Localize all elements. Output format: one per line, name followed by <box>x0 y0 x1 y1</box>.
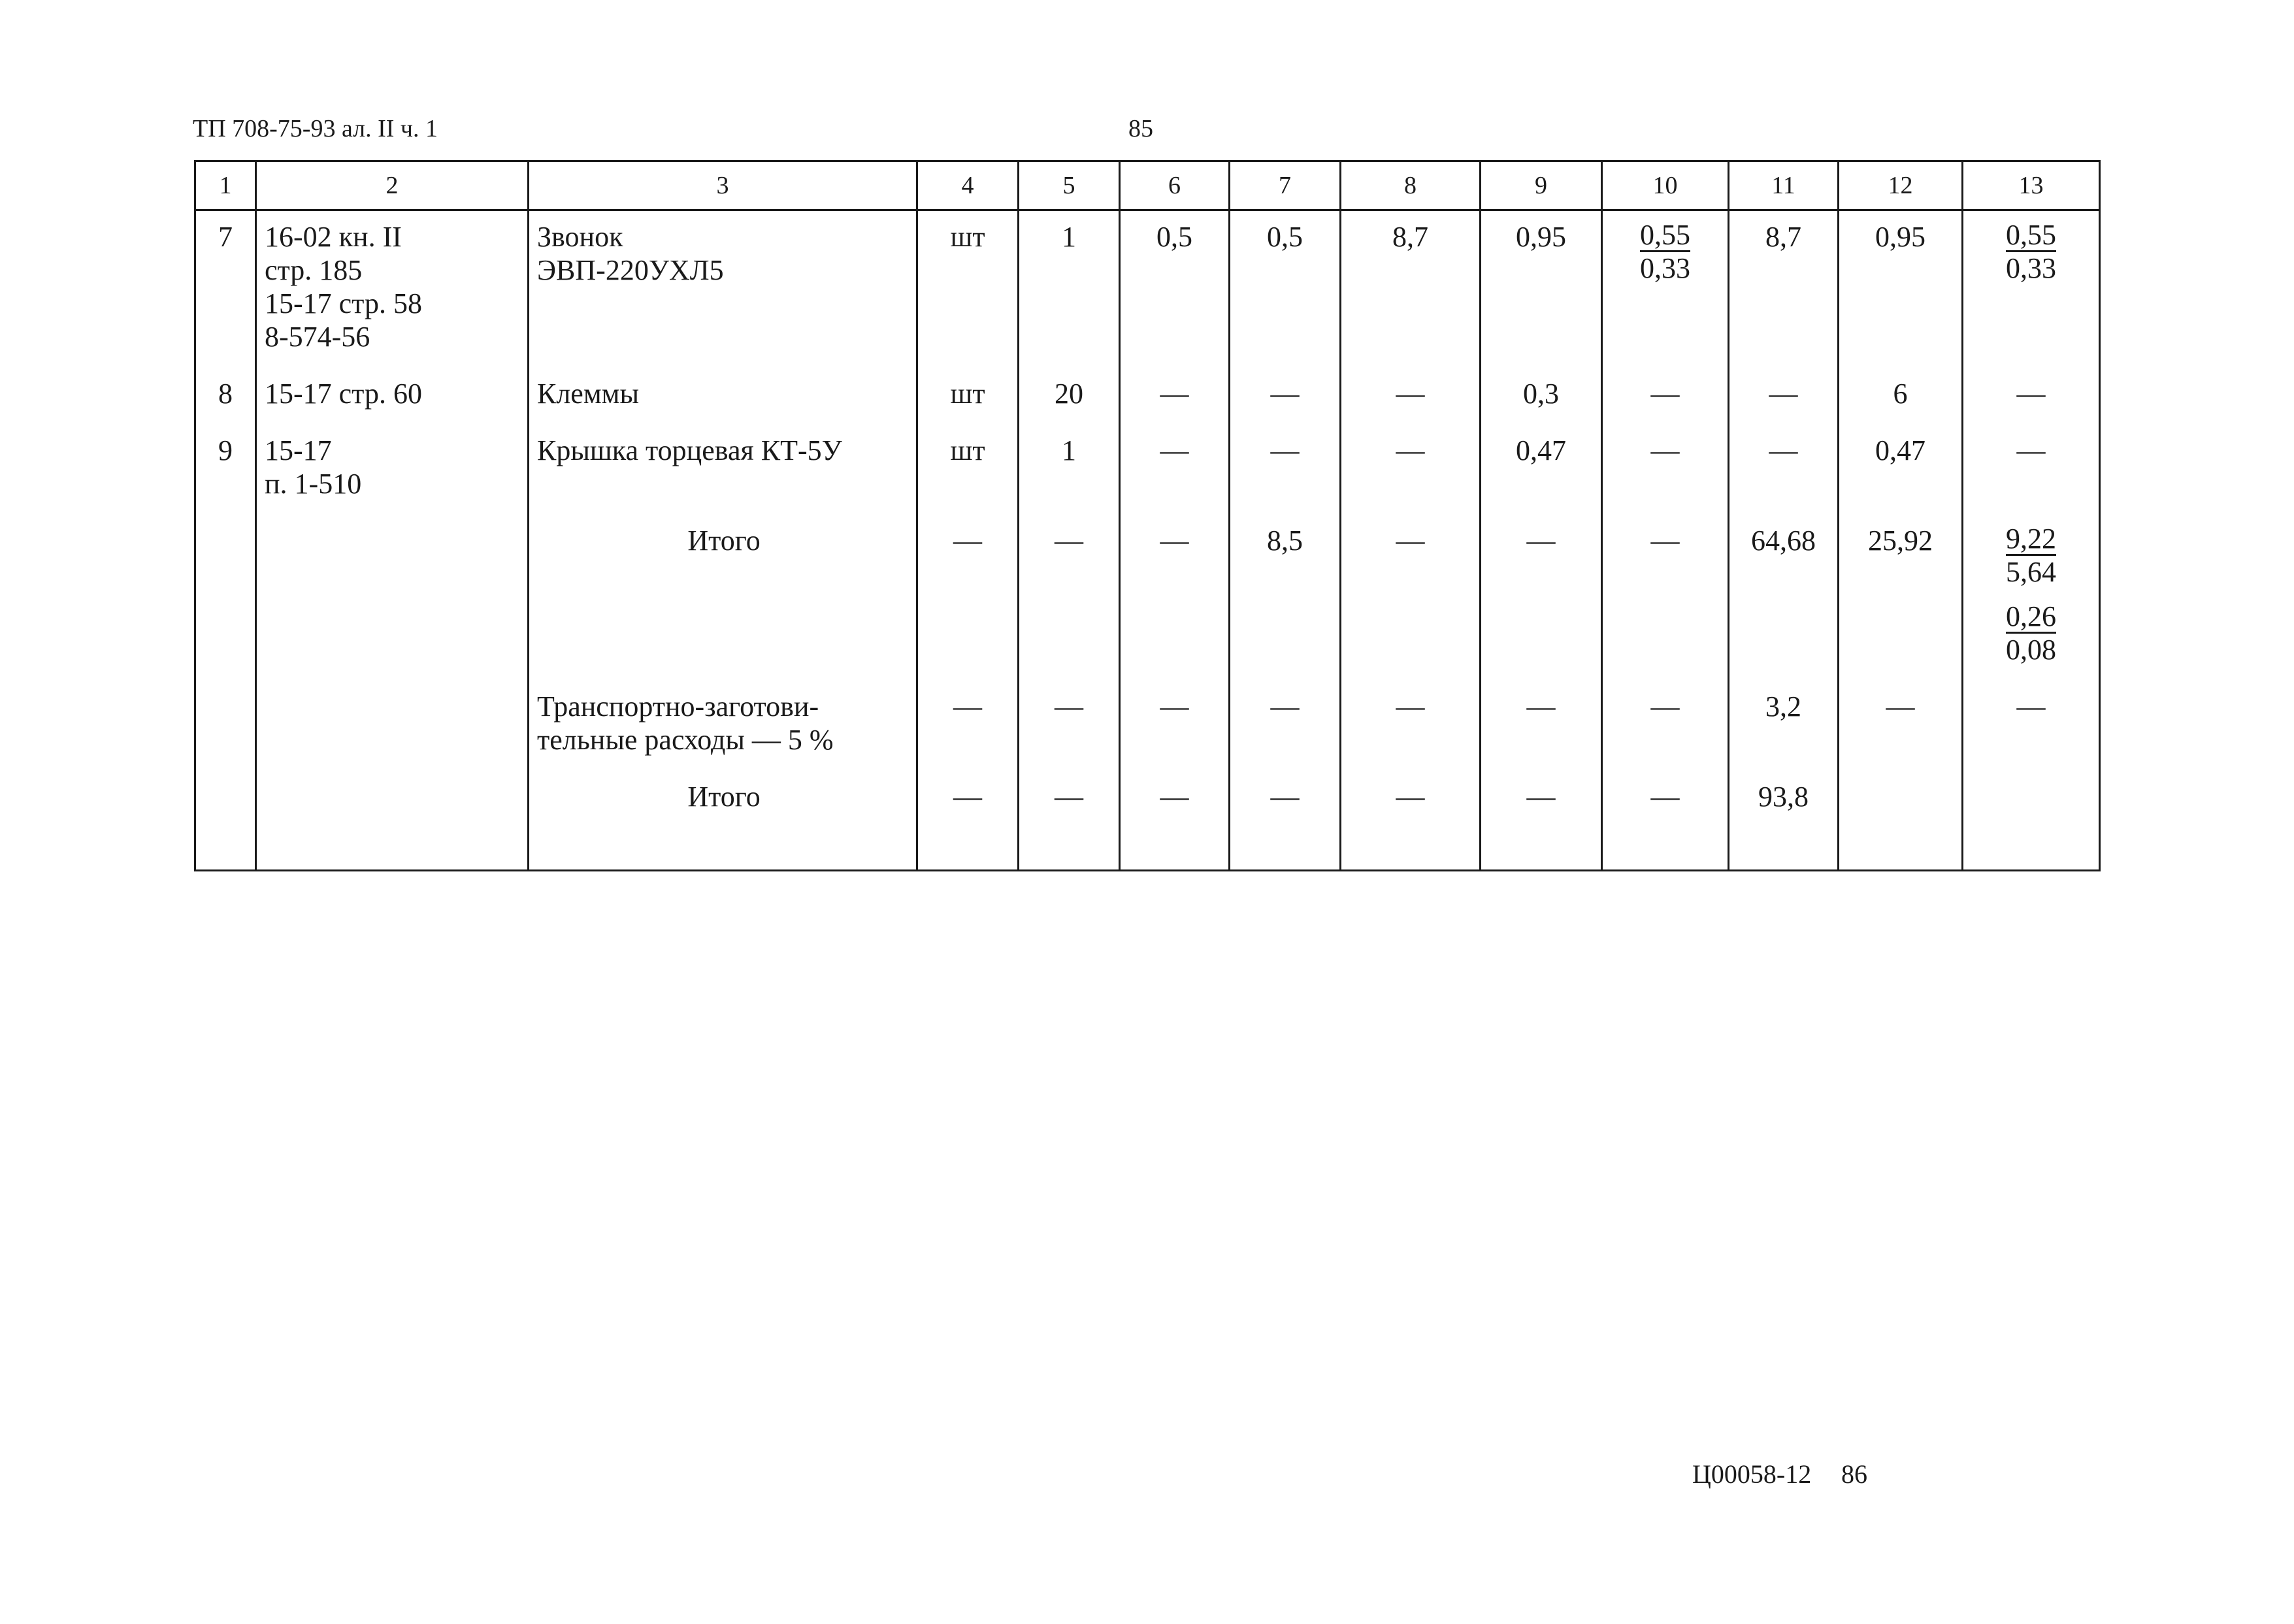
reference-cell <box>256 515 529 681</box>
item-number: 9 <box>195 425 256 515</box>
item-name-cell <box>529 368 917 425</box>
item-name-line: Транспортно-заготови- <box>537 690 819 723</box>
value-cell: — <box>1963 425 2100 515</box>
value-cell: 93,8 <box>1729 771 1839 828</box>
value-cell: — <box>1120 681 1230 771</box>
value-cell: 3,2 <box>1729 681 1839 771</box>
value-cell: 0,5 <box>1120 210 1230 368</box>
item-name-line: Клеммы <box>537 378 640 410</box>
value-cell: — <box>1120 515 1230 681</box>
value-cell: — <box>1341 771 1481 828</box>
value-cell: 0,5 <box>1230 210 1341 368</box>
item-name-cell <box>529 681 917 771</box>
table-row <box>195 368 2100 425</box>
fraction-denominator: 0,33 <box>1640 252 1690 284</box>
value-cell: — <box>1341 368 1481 425</box>
value-cell: — <box>917 681 1019 771</box>
column-header: 1 <box>195 161 256 210</box>
item-number <box>195 681 256 771</box>
value-cell <box>1963 515 2100 681</box>
fraction-value <box>2006 220 2056 285</box>
value-cell <box>1602 210 1729 368</box>
unit-cell: шт <box>917 368 1019 425</box>
item-name-line: Звонок <box>537 221 623 253</box>
item-number <box>195 771 256 828</box>
value-cell: 1 <box>1019 425 1120 515</box>
fraction-numerator: 0,55 <box>2006 219 2056 251</box>
table-row <box>195 681 2100 771</box>
value-cell: — <box>1481 515 1602 681</box>
document-code: ТП 708-75-93 ал. II ч. 1 <box>193 115 438 142</box>
fraction-denominator: 0,33 <box>2006 252 2056 284</box>
column-header: 2 <box>256 161 529 210</box>
item-name-cell <box>529 515 917 681</box>
reference-cell <box>256 368 529 425</box>
value-cell: — <box>1230 368 1341 425</box>
column-number-row <box>195 161 2100 210</box>
value-cell: — <box>1602 515 1729 681</box>
reference-line: 15-17 <box>265 434 332 466</box>
reference-cell <box>256 210 529 368</box>
extra-fraction-wrapper <box>1963 602 2099 666</box>
value-cell: 0,95 <box>1839 210 1963 368</box>
value-cell: 25,92 <box>1839 515 1963 681</box>
fraction-numerator: 0,55 <box>1640 219 1690 251</box>
value-cell: 8,5 <box>1230 515 1341 681</box>
fraction-value <box>2006 524 2056 589</box>
column-header: 8 <box>1341 161 1481 210</box>
column-header: 10 <box>1602 161 1729 210</box>
value-cell: — <box>1230 681 1341 771</box>
reference-line: п. 1-510 <box>265 468 362 500</box>
value-cell: — <box>1602 425 1729 515</box>
value-cell: — <box>1602 681 1729 771</box>
value-cell <box>1963 771 2100 828</box>
value-cell: — <box>1019 771 1120 828</box>
value-cell: — <box>1963 368 2100 425</box>
value-cell: — <box>1341 515 1481 681</box>
specification-table <box>194 160 2101 871</box>
item-name-cell <box>529 771 917 828</box>
unit-cell: шт <box>917 210 1019 368</box>
value-cell: 64,68 <box>1729 515 1839 681</box>
value-cell: — <box>1481 681 1602 771</box>
value-cell: — <box>1481 771 1602 828</box>
reference-cell <box>256 771 529 828</box>
item-name-cell <box>529 425 917 515</box>
value-cell <box>1963 210 2100 368</box>
value-cell: — <box>1120 368 1230 425</box>
value-cell: 8,7 <box>1341 210 1481 368</box>
item-name-line: Крышка торцевая КТ-5У <box>537 434 842 466</box>
unit-cell: шт <box>917 425 1019 515</box>
value-cell: — <box>1120 771 1230 828</box>
value-cell: 0,3 <box>1481 368 1602 425</box>
item-name-line: ЭВП-220УХЛ5 <box>537 254 724 286</box>
subtotal-label: Итого <box>687 525 761 557</box>
value-cell: — <box>1341 681 1481 771</box>
value-cell: 1 <box>1019 210 1120 368</box>
page-number: 85 <box>1128 115 1153 142</box>
value-cell: — <box>1602 771 1729 828</box>
value-cell: 6 <box>1839 368 1963 425</box>
value-cell: 20 <box>1019 368 1120 425</box>
reference-line: 8-574-56 <box>265 321 370 353</box>
item-number <box>195 515 256 681</box>
column-header: 6 <box>1120 161 1230 210</box>
fraction-value <box>1640 220 1690 285</box>
fraction-denominator: 5,64 <box>2006 556 2056 588</box>
column-header: 5 <box>1019 161 1120 210</box>
reference-cell <box>256 681 529 771</box>
table-row <box>195 771 2100 828</box>
reference-line: 15-17 стр. 58 <box>265 287 422 319</box>
column-header: 3 <box>529 161 917 210</box>
value-cell: 0,47 <box>1481 425 1602 515</box>
value-cell: — <box>1120 425 1230 515</box>
table-row <box>195 515 2100 681</box>
fraction-numerator: 0,26 <box>2006 600 2056 632</box>
reference-line: стр. 185 <box>265 254 363 286</box>
table-spacer-row <box>195 828 2100 871</box>
value-cell: — <box>1019 681 1120 771</box>
footer-code: Ц00058-12 <box>1692 1459 1812 1489</box>
table-row <box>195 210 2100 368</box>
column-header: 4 <box>917 161 1019 210</box>
value-cell <box>1839 771 1963 828</box>
column-header: 13 <box>1963 161 2100 210</box>
fraction-denominator: 0,08 <box>2006 634 2056 666</box>
column-header: 9 <box>1481 161 1602 210</box>
item-name-line: тельные расходы — 5 % <box>537 724 834 756</box>
value-cell: — <box>1963 681 2100 771</box>
value-cell: — <box>1839 681 1963 771</box>
footer-page-number: 86 <box>1841 1459 1867 1489</box>
value-cell: — <box>1341 425 1481 515</box>
value-cell: — <box>1230 771 1341 828</box>
column-header: 12 <box>1839 161 1963 210</box>
fraction-numerator: 9,22 <box>2006 523 2056 555</box>
item-number: 8 <box>195 368 256 425</box>
item-name-cell <box>529 210 917 368</box>
value-cell: — <box>1019 515 1120 681</box>
value-cell: — <box>1230 425 1341 515</box>
value-cell: — <box>917 771 1019 828</box>
value-cell: 8,7 <box>1729 210 1839 368</box>
table-row <box>195 425 2100 515</box>
value-cell: — <box>1729 425 1839 515</box>
value-cell: — <box>1729 368 1839 425</box>
value-cell: 0,47 <box>1839 425 1963 515</box>
value-cell: 0,95 <box>1481 210 1602 368</box>
column-header: 11 <box>1729 161 1839 210</box>
value-cell: — <box>1602 368 1729 425</box>
fraction-value <box>2006 602 2056 666</box>
total-label: Итого <box>687 781 761 813</box>
column-header: 7 <box>1230 161 1341 210</box>
reference-cell <box>256 425 529 515</box>
reference-line: 16-02 кн. II <box>265 221 402 253</box>
item-number: 7 <box>195 210 256 368</box>
reference-line: 15-17 стр. 60 <box>265 378 422 410</box>
value-cell: — <box>917 515 1019 681</box>
